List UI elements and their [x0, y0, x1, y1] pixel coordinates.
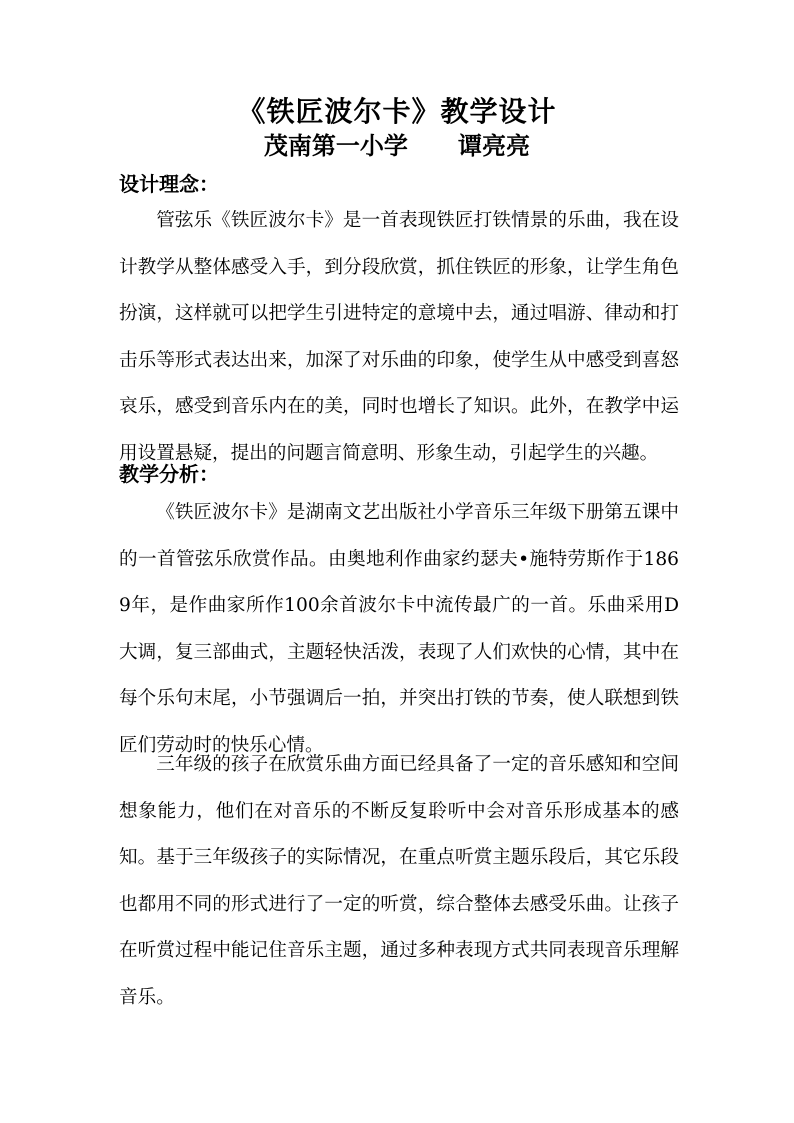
- document-title: 《铁匠波尔卡》教学设计: [237, 95, 557, 128]
- section-heading-teaching-analysis: 教学分析：: [119, 462, 219, 486]
- paragraph-teaching-analysis-2: 三年级的孩子在欣赏乐曲方面已经具备了一定的音乐感知和空间想象能力，他们在对音乐的不断反复聆听中会对音乐形成基本的感知。基于三年级孩子的实际情况，在重点听赏主题乐段后，其它乐段也都用不同的形式进行了一定的听赏，综合整体去感受乐曲。让孩子在听赏过程中能记住音乐主题，通过多种表现方式共同表现音乐理解音乐。: [119, 754, 679, 1008]
- section-heading-design-concept: 设计理念：: [119, 172, 219, 196]
- paragraph-design-concept: 管弦乐《铁匠波尔卡》是一首表现铁匠打铁情景的乐曲，我在设计教学从整体感受入手，到分段欣赏，抓住铁匠的形象，让学生角色扮演，这样就可以把学生引进特定的意境中去，通过唱游、律动和打击乐等形式表达出来，加深了对乐曲的印象，使学生从中感受到喜怒哀乐，感受到音乐内在的美，同时也增长了知识。此外，在教学中运用设置悬疑，提出的问题言简意明、形象生动，引起学生的兴趣。: [119, 210, 679, 464]
- document-subtitle-author: 茂南第一小学 谭亮亮: [263, 131, 531, 160]
- paragraph-teaching-analysis-1: 《铁匠波尔卡》是湖南文艺出版社小学音乐三年级下册第五课中的一首管弦乐欣赏作品。由奥地利作曲家约瑟夫•施特劳斯作于1869年，是作曲家所作100余首波尔卡中流传最广的一首。乐曲采用D大调，复三部曲式，主题轻快活泼，表现了人们欢快的心情，其中在每个乐句末尾，小节强调后一拍，并突出打铁的节奏，使人联想到铁匠们劳动时的快乐心情。: [119, 502, 679, 756]
